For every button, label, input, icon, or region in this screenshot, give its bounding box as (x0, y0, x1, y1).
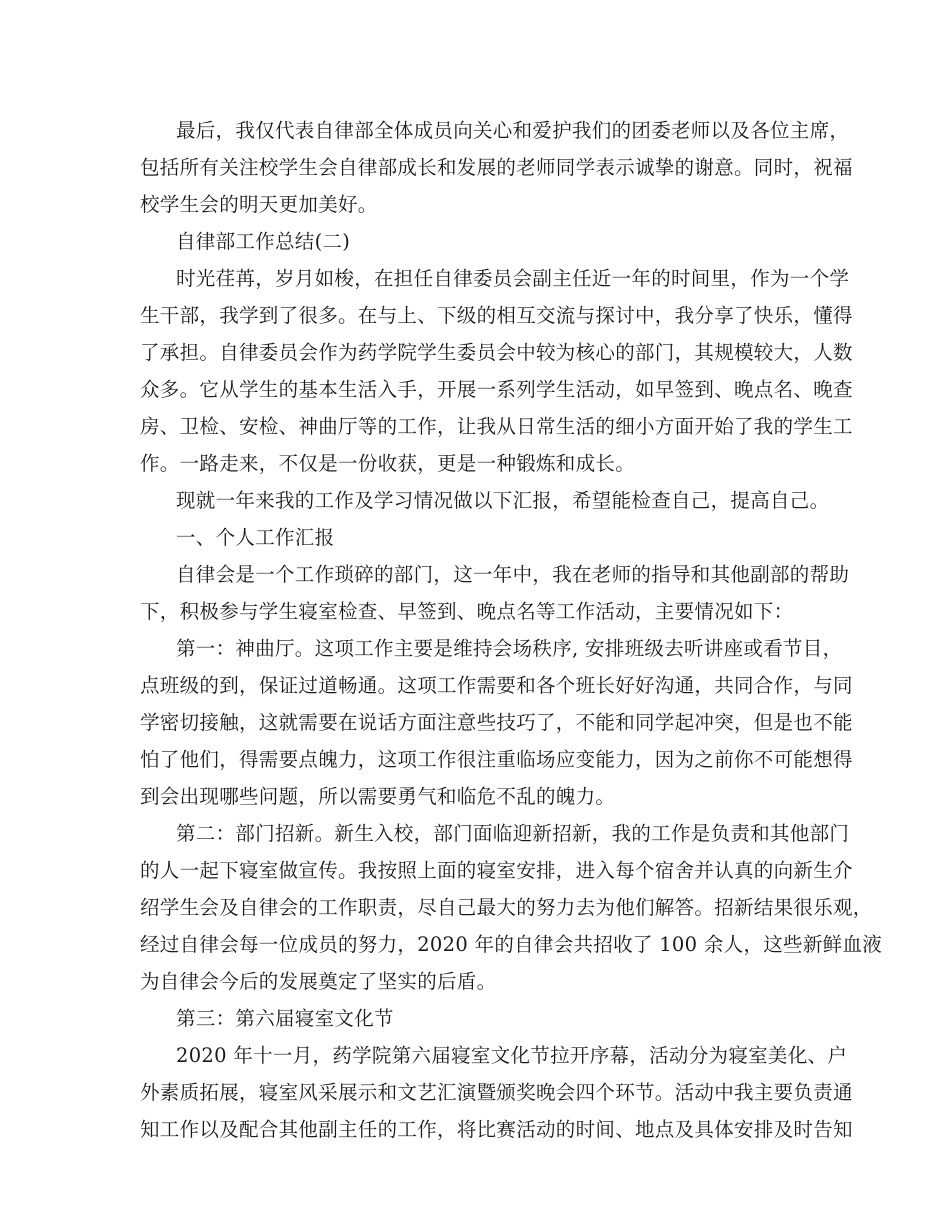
paragraph-line: 怕了他们，得需要点魄力，这项工作很注重临场应变能力，因为之前你不可能想得 (140, 748, 853, 771)
paragraph-line: 的人一起下寝室做宣传。我按照上面的寝室安排，进入每个宿舍并认真的向新生介 (140, 859, 853, 882)
paragraph-line: 下，积极参与学生寝室检查、早签到、晚点名等工作活动，主要情况如下： (140, 600, 794, 623)
paragraph-line: 房、卫检、安检、神曲厅等的工作，让我从日常生活的细小方面开始了我的学生工 (140, 415, 853, 438)
paragraph-line: 了承担。自律委员会作为药学院学生委员会中较为核心的部门，其规模较大，人数 (140, 341, 853, 364)
paragraph-line: 校学生会的明天更加美好。 (140, 193, 378, 216)
paragraph-line: 到会出现哪些问题，所以需要勇气和临危不乱的魄力。 (140, 785, 616, 808)
paragraph-line: 为自律会今后的发展奠定了坚实的后盾。 (140, 970, 497, 993)
paragraph-line: 2020 年十一月，药学院第六届寝室文化节拉开序幕，活动分为寝室美化、户 (176, 1044, 848, 1067)
paragraph-line: 作。一路走来，不仅是一份收获，更是一种锻炼和成长。 (140, 452, 636, 475)
paragraph-line: 第二：部门招新。新生入校，部门面临迎新招新，我的工作是负责和其他部门 (176, 822, 850, 845)
subsection-heading: 第三：第六届寝室文化节 (176, 1007, 394, 1030)
section-heading: 一、个人工作汇报 (176, 526, 335, 549)
paragraph-line: 生干部，我学到了很多。在与上、下级的相互交流与探讨中，我分享了快乐，懂得 (140, 304, 853, 327)
paragraph-line: 第一：神曲厅。这项工作主要是维持会场秩序, 安排班级去听讲座或看节目， (176, 637, 843, 660)
paragraph-line: 包括所有关注校学生会自律部成长和发展的老师同学表示诚挚的谢意。同时，祝福 (140, 156, 853, 179)
paragraph-line: 外素质拓展，寝室风采展示和文艺汇演暨颁奖晚会四个环节。活动中我主要负责通 (140, 1081, 853, 1104)
paragraph-line: 经过自律会每一位成员的努力，2020 年的自律会共招收了 100 余人，这些新鲜血液 (140, 933, 883, 956)
paragraph-line: 知工作以及配合其他副主任的工作，将比赛活动的时间、地点及具体安排及时告知 (140, 1118, 853, 1141)
paragraph-line: 时光荏苒，岁月如梭，在担任自律委员会副主任近一年的时间里，作为一个学 (176, 267, 850, 290)
section-title: 自律部工作总结(二) (176, 230, 351, 253)
paragraph-line: 自律会是一个工作琐碎的部门，这一年中，我在老师的指导和其他副部的帮助 (176, 563, 850, 586)
paragraph-line: 点班级的到，保证过道畅通。这项工作需要和各个班长好好沟通，共同合作，与同 (140, 674, 853, 697)
paragraph-line: 学密切接触，这就需要在说话方面注意些技巧了，不能和同学起冲突，但是也不能 (140, 711, 853, 734)
paragraph-line: 众多。它从学生的基本生活入手，开展一系列学生活动，如早签到、晚点名、晚查 (140, 378, 853, 401)
paragraph-line: 最后，我仅代表自律部全体成员向关心和爱护我们的团委老师以及各位主席， (176, 119, 850, 142)
paragraph-line: 绍学生会及自律会的工作职责，尽自己最大的努力去为他们解答。招新结果很乐观， (140, 896, 873, 919)
paragraph-line: 现就一年来我的工作及学习情况做以下汇报，希望能检查自己，提高自己。 (176, 489, 830, 512)
